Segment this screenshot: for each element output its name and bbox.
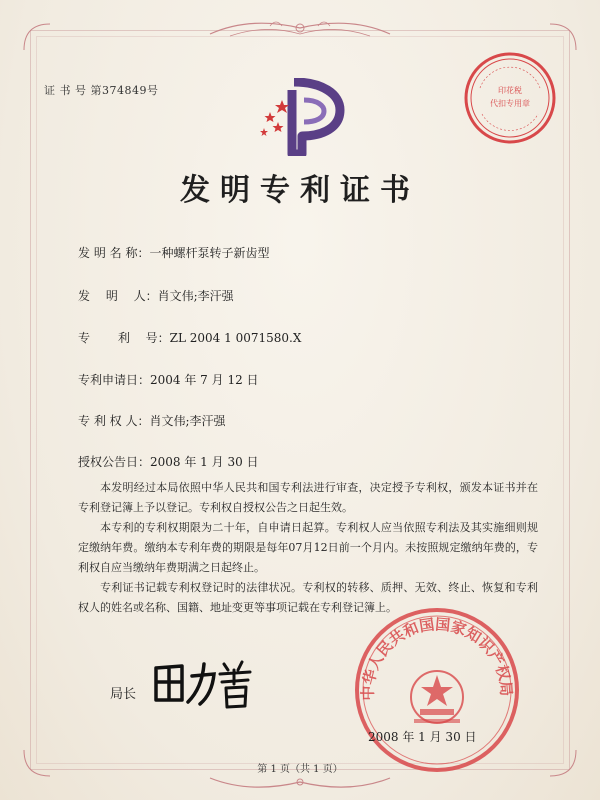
svg-text:中华人民共和国国家知识产权局: 中华人民共和国国家知识产权局 [358,615,516,701]
body-paragraph: 本专利的专利权期限为二十年，自申请日起算。专利权人应当依照专利法及其实施细则规定缴纳年费。缴纳本专利年费的期限是每年07月12日前一个月内。未按照规定缴纳年费的，专利权自应当缴纳年费期满之日起终止。 [78,521,538,574]
field-application-date [78,371,259,388]
field-value: 肖文伟;李汗强 [157,289,234,303]
certificate-number: 证 书 号 第374849号 [44,84,159,97]
director-label: 局长 [110,687,137,702]
certificate-title: 发明专利证书 [180,173,420,208]
field-label: 发 明 人： [78,289,158,303]
top-ornament-icon [200,14,400,48]
field-patentee [78,412,226,429]
field-value: ZL 2004 1 0071580.X [169,331,302,345]
field-patent-number [78,329,301,346]
field-grant-date [78,453,259,470]
field-value: 2008 年 1 月 30 日 [150,455,259,469]
tax-stamp-seal-icon [460,48,560,148]
field-label: 专 利 号： [78,331,170,345]
field-value: 一种螺杆泵转子新齿型 [149,246,270,260]
field-label: 专利申请日： [78,373,151,387]
field-label: 授权公告日： [78,455,151,469]
field-label: 专 利 权 人： [78,414,150,428]
national-ip-office-seal-icon [352,605,522,775]
patent-office-emblem-icon [252,78,348,156]
issue-date: 2008 年 1 月 30 日 [368,730,477,744]
svg-text:代扣专用章: 代扣专用章 [490,99,530,108]
field-value: 肖文伟;李汗强 [149,414,226,428]
certificate-body [78,478,538,618]
body-paragraph: 本发明经过本局依照中华人民共和国专利法进行审查，决定授予专利权，颁发本证书并在专利登记簿上予以登记。专利权自授权公告之日起生效。 [78,481,538,514]
field-label: 发 明 名 称： [78,246,150,260]
director-signature-icon [148,654,258,714]
svg-text:印花税: 印花税 [498,86,522,95]
corner-ornament-icon [22,22,52,52]
field-invention-name [78,244,269,261]
field-value: 2004 年 7 月 12 日 [150,373,259,387]
page-number: 第 1 页（共 1 页） [257,764,343,775]
body-paragraph: 专利证书记载专利权登记时的法律状况。专利权的转移、质押、无效、终止、恢复和专利权人的姓名或名称、国籍、地址变更等事项记载在专利登记簿上。 [78,581,538,614]
field-inventor [78,287,234,304]
